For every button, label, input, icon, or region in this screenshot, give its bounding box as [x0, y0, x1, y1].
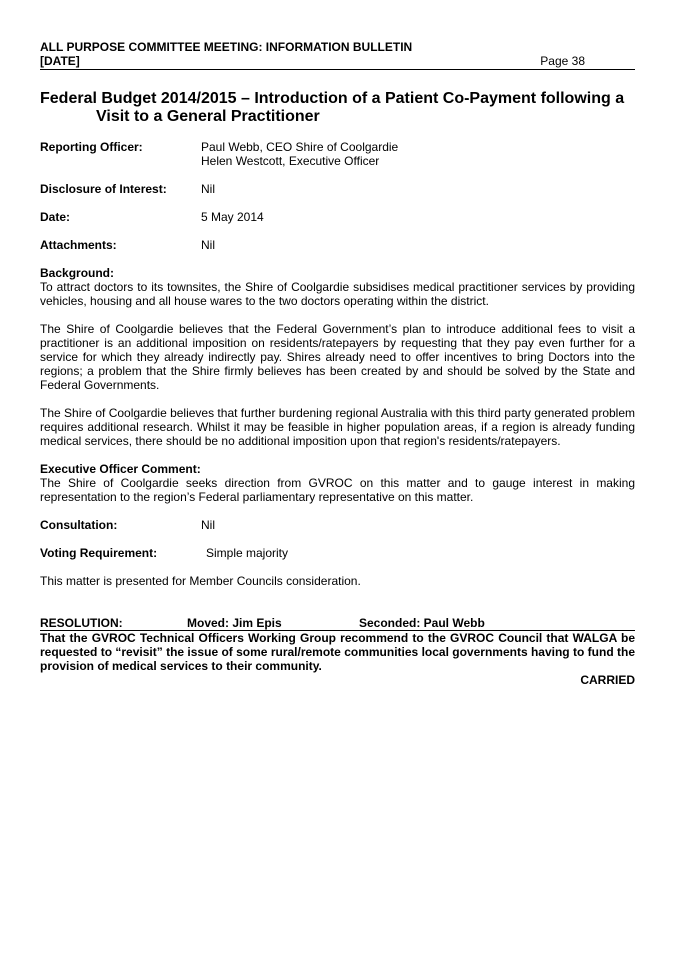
- reporting-officer-2: Helen Westcott, Executive Officer: [201, 154, 380, 168]
- eo-comment-paragraph: The Shire of Coolgardie seeks direction from GVROC on this matter and to gauge interest in making representation to the region’s Federal parliamentary representative on this matter.: [40, 476, 635, 504]
- date-value: 5 May 2014: [201, 210, 264, 224]
- voting-label: Voting Requirement:: [40, 546, 158, 560]
- consultation-value: Nil: [201, 518, 215, 532]
- disclosure-label: Disclosure of Interest:: [40, 182, 167, 196]
- attachments-row: [40, 238, 635, 252]
- disclosure-value: Nil: [201, 182, 215, 196]
- header-date: [DATE]: [40, 54, 80, 68]
- background-paragraph-2: The Shire of Coolgardie believes that the Federal Government’s plan to introduce additional fees to visit a practitioner is an additional imposition on residents/ratepayers by requesting that they pay even further for a service for which they already indirectly pay. Shires already need to offer incentives to bring Doctors into the regions; a problem that the Shire firmly believes has been created by and should be solved by the State and Federal Governments.: [40, 322, 635, 392]
- resolution-outcome: CARRIED: [580, 673, 635, 687]
- reporting-officer-value: [201, 140, 635, 168]
- resolution-text: That the GVROC Technical Officers Working Group recommend to the GVROC Council that WALGA be requested to “revisit” the issue of some rural/remote communities local governments having to fund the provision of medical services to their community.: [40, 631, 635, 673]
- consultation-row: [40, 518, 635, 532]
- item-title-line2: Visit to a General Practitioner: [96, 108, 320, 125]
- background-paragraph-1: To attract doctors to its townsites, the Shire of Coolgardie subsidises medical practitioner services by providing vehicles, housing and all house wares to the two doctors operating within the district.: [40, 280, 635, 308]
- header-row: [40, 54, 635, 70]
- resolution-row: [40, 616, 635, 631]
- background-heading: Background:: [40, 266, 115, 280]
- reporting-officer-label: Reporting Officer:: [40, 140, 143, 154]
- resolution-label: RESOLUTION:: [40, 616, 123, 630]
- voting-value: Simple majority: [206, 546, 289, 560]
- eo-comment-heading: Executive Officer Comment:: [40, 462, 201, 476]
- date-label: Date:: [40, 210, 71, 224]
- meeting-header: ALL PURPOSE COMMITTEE MEETING: INFORMATION BULLETIN: [40, 40, 413, 54]
- item-title: [40, 90, 635, 126]
- presented-statement: This matter is presented for Member Councils consideration.: [40, 574, 361, 588]
- attachments-value: Nil: [201, 238, 215, 252]
- document-page: [40, 40, 635, 687]
- consultation-label: Consultation:: [40, 518, 118, 532]
- date-row: [40, 210, 635, 224]
- item-title-line1: Federal Budget 2014/2015 – Introduction of a Patient Co-Payment following a: [40, 90, 625, 107]
- resolution-seconded: Seconded: Paul Webb: [359, 616, 485, 630]
- voting-row: [40, 546, 635, 560]
- reporting-officer-1: Paul Webb, CEO Shire of Coolgardie: [201, 140, 399, 154]
- background-paragraph-3: The Shire of Coolgardie believes that further burdening regional Australia with this third party generated problem requires additional research. Whilst it may be feasible in higher population areas, if a region is already funding medical services, there should be no additional imposition upon that region's residents/ratepayers.: [40, 406, 636, 448]
- disclosure-row: [40, 182, 635, 196]
- page-number: Page 38: [540, 54, 585, 68]
- attachments-label: Attachments:: [40, 238, 117, 252]
- reporting-officer-row: [40, 140, 635, 168]
- resolution-moved: Moved: Jim Epis: [187, 616, 282, 630]
